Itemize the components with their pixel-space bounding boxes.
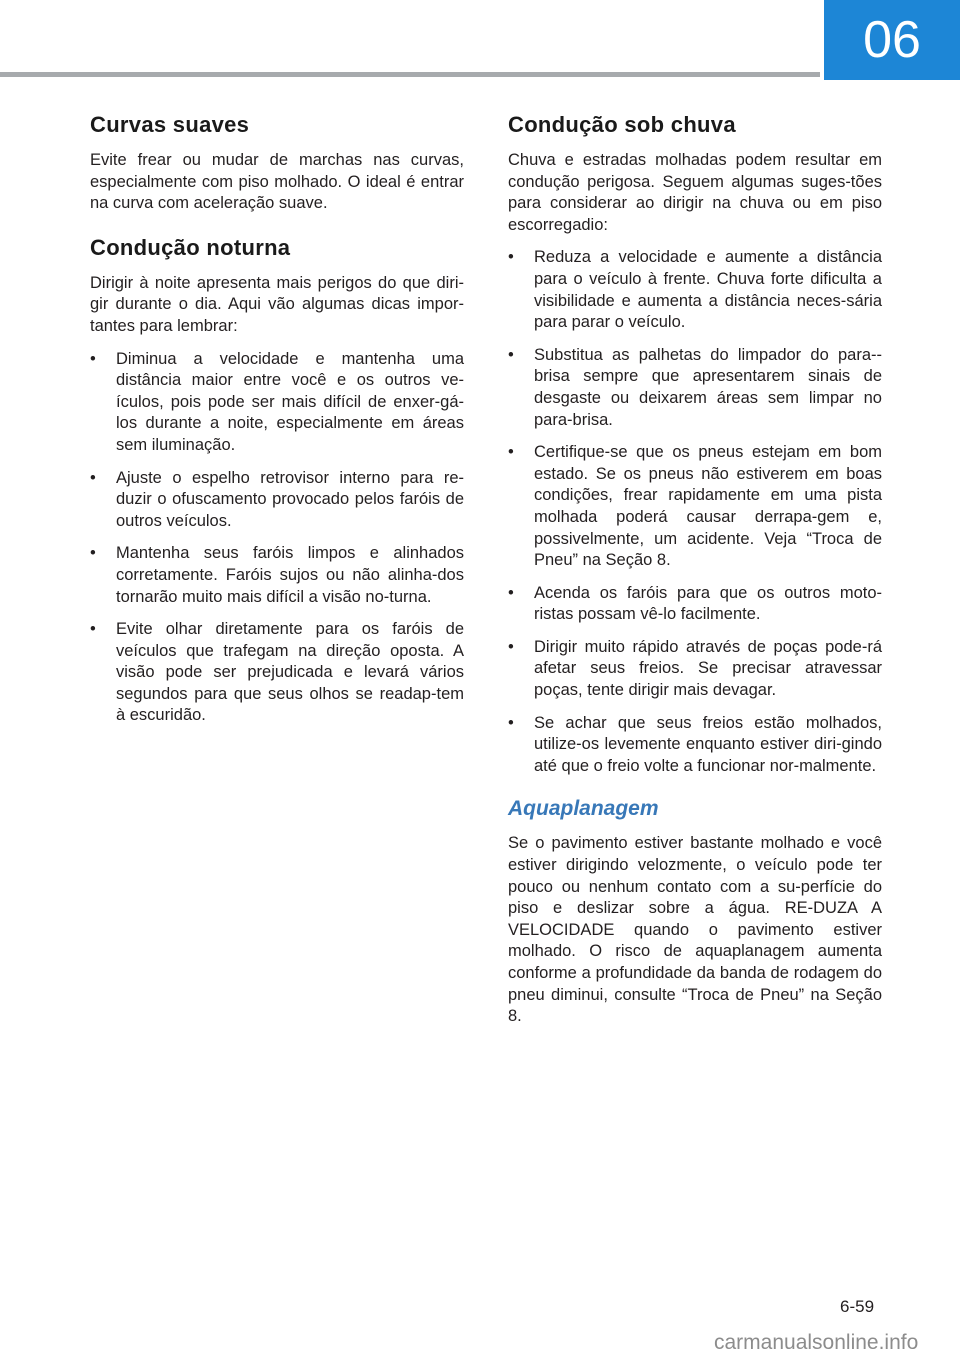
left-column — [90, 112, 464, 727]
list-item: • Diminua a velocidade e mantenha uma distância maior entre você e os outros ve-ículos, pois pode ser mais difícil de enxer-gá-los durante a noite, especialmente em áreas sem iluminação. — [90, 349, 464, 454]
paragraph-noturna-intro: Dirigir à noite apresenta mais perigos do que diri-gir durante o dia. Aqui vão algumas dicas impor-tantes para lembrar: — [90, 273, 464, 335]
list-item: • Substitua as palhetas do limpador do para--brisa sempre que apresentarem sinais de desgaste ou deixarem áreas sem limpar no para-brisa. — [508, 345, 882, 429]
paragraph-curvas: Evite frear ou mudar de marchas nas curvas, especialmente com piso molhado. O ideal é entrar na curva com aceleração suave. — [90, 151, 464, 213]
section-title-curvas: Curvas suaves — [90, 112, 250, 137]
list-item: • Se achar que seus freios estão molhados, utilize-os levemente enquanto estiver diri-gindo até que o freio volte a funcionar nor-malmente. — [508, 713, 882, 775]
bullet-icon: • — [508, 713, 514, 732]
list-item: • Acenda os faróis para que os outros moto-ristas possam vê-lo facilmente. — [508, 583, 882, 624]
list-item: • Ajuste o espelho retrovisor interno para re-duzir o ofuscamento provocado pelos faróis de outros veículos. — [90, 468, 464, 530]
section-title-noturna: Condução noturna — [90, 234, 291, 260]
page-number: 6-59 — [840, 1297, 875, 1316]
list-item: • Dirigir muito rápido através de poças pode-rá afetar seus freios. Se precisar atravessar poças, tente dirigir mais devagar. — [508, 637, 882, 700]
bullet-icon: • — [90, 544, 96, 563]
bullet-icon: • — [508, 637, 514, 656]
section-title-aquaplanagem: Aquaplanagem — [508, 797, 659, 821]
list-item: • Evite olhar diretamente para os faróis de veículos que trafegam na direção oposta. A visão pode ser prejudicada e levará vários segundos para que seus olhos se readap-tem à escuridão. — [90, 620, 464, 725]
right-column — [508, 112, 882, 1028]
bullet-icon: • — [508, 248, 514, 267]
list-noturna — [90, 349, 464, 728]
watermark[interactable]: carmanualsonline.info — [714, 1331, 919, 1354]
bullet-icon: • — [508, 443, 514, 462]
section-title-chuva: Condução sob chuva — [508, 112, 736, 137]
bullet-icon: • — [90, 349, 96, 368]
bullet-icon: • — [90, 468, 96, 487]
list-item: • Reduza a velocidade e aumente a distância para o veículo à frente. Chuva forte dificulta a visibilidade e aumenta a distância neces-sária para parar o veículo. — [508, 248, 882, 332]
list-chuva — [508, 247, 882, 777]
list-item: • Mantenha seus faróis limpos e alinhados corretamente. Faróis sujos ou não alinha-dos tornarão muito mais difícil a visão no-turna. — [90, 544, 464, 606]
bullet-icon: • — [508, 345, 514, 364]
paragraph-chuva-intro: Chuva e estradas molhadas podem resultar em condução perigosa. Seguem algumas suges-tões para considerar ao dirigir na chuva ou em piso escorregadio: — [508, 151, 882, 234]
chapter-tab: 06 — [824, 0, 960, 80]
bullet-icon: • — [90, 620, 96, 639]
paragraph-aquaplanagem: Se o pavimento estiver bastante molhado e você estiver dirigindo velozmente, o veículo pode ter pouco ou nenhum contato com a su-perfície do piso e deslizar sobre a água. RE-DUZA A VELOCIDADE quando o pavimento estiver molhado. O risco de aquaplanagem aumenta conforme a profundidade da banda de rodagem do pneu diminui, consulte “Troca de Pneu” na Seção 8. — [508, 834, 882, 1026]
header-rule — [0, 72, 820, 77]
bullet-icon: • — [508, 583, 514, 602]
list-item: • Certifique-se que os pneus estejam em bom estado. Se os pneus não estiverem em boas condições, frear rapidamente em uma pista molhada poderá causar derrapa-gem e, possivelmente, um acidente. Veja “Troca de Pneu” na Seção 8. — [508, 443, 882, 570]
